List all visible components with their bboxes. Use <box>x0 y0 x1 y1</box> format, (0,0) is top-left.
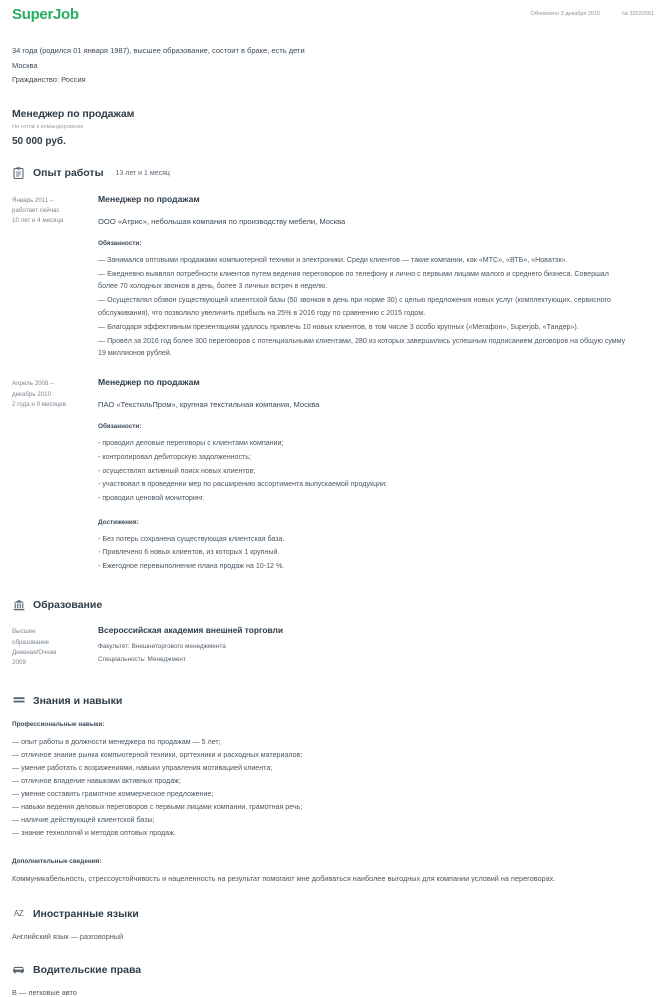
page-header <box>12 0 656 22</box>
extra-info-label: Дополнительные сведения: <box>12 857 102 865</box>
experience-period <box>12 194 98 360</box>
education-form: Дневная/Очная <box>12 648 57 656</box>
driving-value: B — легковые авто <box>12 988 77 997</box>
education-year: 2009 <box>12 659 26 667</box>
experience-total: 13 лет и 1 месяц <box>115 169 170 177</box>
resume-id: № 33222561 <box>622 11 654 17</box>
professional-skills <box>12 721 656 885</box>
skill-item: — отличное владение навыками активных продаж; <box>12 777 181 786</box>
desired-salary: 50 000 руб. <box>12 135 66 147</box>
experience-section-header <box>12 167 656 180</box>
duty-item: - проводил ценовой мониторинг. <box>98 493 205 502</box>
institution-icon <box>12 598 25 611</box>
languages-section-title: Иностранные языки <box>33 907 139 920</box>
achievements-label: Достижения: <box>98 518 139 526</box>
extra-info-text: Коммуникабельность, стрессоустойчивость и нацеленность на результат помогают мне добиваться наиболее выгодных для компании условий на переговорах. <box>12 873 556 883</box>
experience-item <box>12 194 656 360</box>
job-company: ООО «Атрис», небольшая компания по производству мебели, Москва <box>98 216 346 226</box>
languages-value: Английский язык — разговорный <box>12 932 124 942</box>
duty-item: — Провёл за 2016 год более 300 переговоров с потенциальными клиентами, 280 из которых завершились успешным подписанием договоров на общую сумму 19 миллионов рублей. <box>98 337 626 358</box>
personal-city: Москва <box>12 60 38 70</box>
skill-item: — умение работать с возражениями, навыки управления мотивацией клиента; <box>12 764 273 773</box>
education-level: Высшее <box>12 628 36 636</box>
az-icon: AZ <box>13 908 24 918</box>
experience-period <box>12 377 98 572</box>
personal-citizenship: Гражданство: Россия <box>12 75 86 85</box>
skill-item: — знание технологий и методов оптовых продаж. <box>12 828 176 837</box>
experience-section-title: Опыт работы <box>33 167 104 180</box>
professional-skills-label: Профессиональные навыки: <box>12 721 105 729</box>
achievement-item: - Ежегодное перевыполнение плана продаж на 10-12 %. <box>98 561 285 570</box>
skill-item: — навыки ведения деловых переговоров с первыми лицами компании, грамотная речь; <box>12 802 303 811</box>
period-start: Январь 2011 – <box>12 196 54 204</box>
desired-position <box>12 108 656 147</box>
education-item <box>12 625 656 668</box>
education-institution: Всероссийская академия внешней торговли <box>98 625 284 636</box>
period-start: Апрель 2008 – <box>12 380 54 388</box>
period-end: работает сейчас <box>12 207 60 215</box>
achievements-list <box>98 533 626 573</box>
education-section-header <box>12 598 656 611</box>
personal-info <box>12 44 656 88</box>
duty-item: - проводил деловые переговоры с клиентами компании; <box>98 439 284 448</box>
superjob-logo[interactable]: SuperJob <box>12 6 79 23</box>
duty-item: - осуществлял активный поиск новых клиентов; <box>98 466 256 475</box>
duty-item: — Занимался оптовыми продажами компьютерной техники и электроники. Среди клиентов — такие компании, как «МТС», «ВТБ», «Новатэк». <box>98 255 568 264</box>
skill-item: — отличное знание рынка компьютерной техники, оргтехники и расходных материалов; <box>12 751 303 760</box>
list-icon <box>12 694 25 707</box>
experience-item <box>12 377 656 572</box>
education-section-title: Образование <box>33 598 103 611</box>
driving-section-header <box>12 963 656 976</box>
driving-section-title: Водительские права <box>33 963 142 976</box>
experience-details <box>98 194 656 360</box>
skill-item: — наличие действующей клиентской базы; <box>12 815 155 824</box>
clipboard-icon <box>12 167 25 180</box>
education-faculty: Факультет: Внешнеторгового менеджмента <box>98 643 226 651</box>
personal-summary: 34 года (родился 01 января 1987), высшее образование, состоит в браке, есть дети <box>12 46 305 55</box>
position-title: Менеджер по продажам <box>12 107 135 120</box>
period-end: декабрь 2010 <box>12 390 52 398</box>
duty-item: — Ежедневно выявлял потребности клиентов путем ведения переговоров по телефону и лично с первыми лицами малого и среднего бизнеса. Совершал более 70 холодных звонков в день, более 3 личных встреч в неделю. <box>98 270 609 291</box>
skills-section-title: Знания и навыки <box>33 694 123 707</box>
duties-label: Обязанности: <box>98 239 142 247</box>
period-duration: 10 лет и 4 месяца <box>12 217 64 225</box>
car-icon <box>12 963 25 976</box>
job-title: Менеджер по продажам <box>98 193 200 204</box>
job-title: Менеджер по продажам <box>98 377 200 388</box>
skill-item: — опыт работы в должности менеджера по продажам — 5 лет; <box>12 738 221 747</box>
duty-item: — Благодаря эффективным презентациям удалось привлечь 10 новых клиентов, в том числе 3 особо крупных («Мегафон», Superjob, «Тандер»). <box>98 322 579 331</box>
period-duration: 2 года и 9 месяцев <box>12 400 67 408</box>
languages-section-header <box>12 907 656 920</box>
duty-item: - контролировал дебиторскую задолженность; <box>98 453 251 461</box>
achievement-item: - Привлечено 6 новых клиентов, из которых 1 крупный. <box>98 548 280 557</box>
experience-details <box>98 377 656 572</box>
education-level-2: образование <box>12 638 49 646</box>
achievement-item: - Без потерь сохранена существующая клиентская база. <box>98 534 285 543</box>
duties-label: Обязанности: <box>98 423 142 431</box>
job-company: ПАО «ТекстильПром», крупная текстильная компания, Москва <box>98 400 320 410</box>
duty-item: - участвовал в проведении мер по расширению ассортимента выпускаемой продукции; <box>98 480 388 489</box>
duties-list <box>98 437 626 504</box>
header-meta <box>531 7 656 17</box>
education-meta <box>12 625 98 668</box>
duties-list <box>98 254 626 360</box>
updated-date: Обновлено 3 декабря 2015 <box>530 11 601 17</box>
skills-list <box>12 736 656 839</box>
skills-section-header <box>12 694 656 707</box>
duty-item: — Осуществлял обзвон существующей клиентской базы (50 звонков в день при норме 30) с целью предложения новых услуг (комплектующих, сервисного обслуживания), что позволило увеличить прибыль на 25% в 2016 году по сравнению с 2015 годом. <box>98 296 612 317</box>
position-note: Не готов к командировкам <box>12 123 84 130</box>
education-details <box>98 625 656 668</box>
skill-item: — умение составить грамотное коммерческое предложение; <box>12 789 214 798</box>
education-specialty: Специальность: Менеджмент <box>98 655 186 663</box>
